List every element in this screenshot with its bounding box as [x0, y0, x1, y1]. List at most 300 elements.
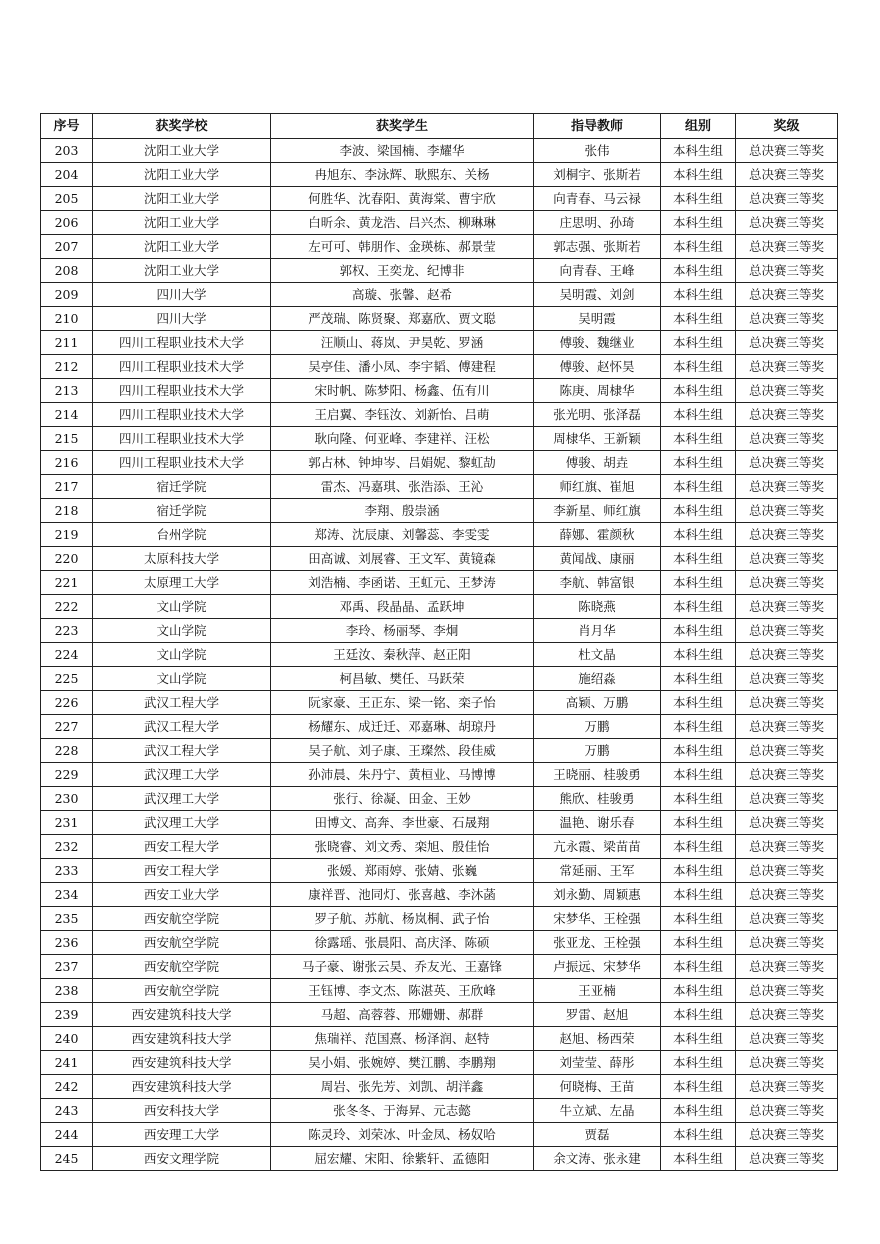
cell-school: 太原科技大学: [93, 547, 271, 571]
cell-teacher: 李新星、师红旗: [534, 499, 661, 523]
cell-award: 总决赛三等奖: [736, 643, 838, 667]
cell-school: 文山学院: [93, 619, 271, 643]
table-row: [41, 931, 838, 955]
cell-school: 四川工程职业技术大学: [93, 403, 271, 427]
cell-number: 239: [41, 1003, 93, 1027]
cell-number: 232: [41, 835, 93, 859]
cell-award: 总决赛三等奖: [736, 259, 838, 283]
cell-teacher: 吴明霞、刘剑: [534, 283, 661, 307]
cell-number: 224: [41, 643, 93, 667]
table-row: [41, 955, 838, 979]
table-row: [41, 523, 838, 547]
cell-school: 西安工业大学: [93, 883, 271, 907]
cell-number: 236: [41, 931, 93, 955]
cell-number: 223: [41, 619, 93, 643]
cell-students: 冉旭东、李泳辉、耿熙东、关杨: [271, 163, 534, 187]
cell-award: 总决赛三等奖: [736, 1123, 838, 1147]
cell-teacher: 张光明、张泽磊: [534, 403, 661, 427]
cell-group: 本科生组: [661, 1027, 736, 1051]
cell-school: 西安科技大学: [93, 1099, 271, 1123]
table-body: [41, 139, 838, 1171]
cell-number: 211: [41, 331, 93, 355]
cell-school: 沈阳工业大学: [93, 139, 271, 163]
cell-students: 雷杰、冯嘉琪、张浩添、王沁: [271, 475, 534, 499]
cell-school: 武汉工程大学: [93, 739, 271, 763]
cell-students: 邓禹、段晶晶、孟跃坤: [271, 595, 534, 619]
cell-school: 西安航空学院: [93, 907, 271, 931]
cell-school: 太原理工大学: [93, 571, 271, 595]
header-number: 序号: [41, 114, 93, 139]
cell-group: 本科生组: [661, 1123, 736, 1147]
cell-award: 总决赛三等奖: [736, 691, 838, 715]
cell-school: 武汉工程大学: [93, 715, 271, 739]
cell-school: 西安建筑科技大学: [93, 1075, 271, 1099]
cell-group: 本科生组: [661, 643, 736, 667]
header-students: 获奖学生: [271, 114, 534, 139]
table-row: [41, 403, 838, 427]
cell-group: 本科生组: [661, 139, 736, 163]
cell-group: 本科生组: [661, 1075, 736, 1099]
cell-school: 文山学院: [93, 595, 271, 619]
cell-teacher: 张亚龙、王栓强: [534, 931, 661, 955]
table-row: [41, 163, 838, 187]
cell-students: 耿向隆、何亚峰、李建祥、汪松: [271, 427, 534, 451]
table-row: [41, 883, 838, 907]
cell-school: 西安航空学院: [93, 931, 271, 955]
cell-teacher: 高颖、万鹏: [534, 691, 661, 715]
cell-teacher: 郭志强、张斯若: [534, 235, 661, 259]
cell-teacher: 吴明霞: [534, 307, 661, 331]
cell-group: 本科生组: [661, 715, 736, 739]
cell-teacher: 庄思明、孙琦: [534, 211, 661, 235]
cell-students: 宋时帆、陈梦阳、杨鑫、伍有川: [271, 379, 534, 403]
cell-school: 沈阳工业大学: [93, 163, 271, 187]
cell-students: 李翔、殷崇涵: [271, 499, 534, 523]
cell-teacher: 黄闻战、康丽: [534, 547, 661, 571]
header-teacher: 指导教师: [534, 114, 661, 139]
cell-school: 文山学院: [93, 643, 271, 667]
cell-teacher: 向青春、王峰: [534, 259, 661, 283]
cell-school: 西安建筑科技大学: [93, 1003, 271, 1027]
cell-school: 西安工程大学: [93, 859, 271, 883]
cell-group: 本科生组: [661, 1051, 736, 1075]
cell-students: 王启翼、李钰汝、刘新怡、吕萌: [271, 403, 534, 427]
cell-students: 王钰博、李文杰、陈湛英、王欣峰: [271, 979, 534, 1003]
cell-number: 222: [41, 595, 93, 619]
cell-teacher: 温艳、谢乐春: [534, 811, 661, 835]
cell-students: 李玲、杨丽琴、李炯: [271, 619, 534, 643]
cell-students: 徐露瑶、张晨阳、高庆泽、陈硕: [271, 931, 534, 955]
cell-group: 本科生组: [661, 691, 736, 715]
table-row: [41, 379, 838, 403]
cell-group: 本科生组: [661, 667, 736, 691]
awards-table: [40, 113, 838, 1171]
table-row: [41, 235, 838, 259]
table-row: [41, 283, 838, 307]
cell-award: 总决赛三等奖: [736, 1051, 838, 1075]
cell-award: 总决赛三等奖: [736, 307, 838, 331]
cell-number: 243: [41, 1099, 93, 1123]
cell-group: 本科生组: [661, 475, 736, 499]
cell-award: 总决赛三等奖: [736, 451, 838, 475]
cell-number: 230: [41, 787, 93, 811]
cell-award: 总决赛三等奖: [736, 763, 838, 787]
cell-school: 四川大学: [93, 283, 271, 307]
cell-school: 沈阳工业大学: [93, 187, 271, 211]
table-row: [41, 355, 838, 379]
table-row: [41, 1003, 838, 1027]
cell-school: 台州学院: [93, 523, 271, 547]
cell-number: 208: [41, 259, 93, 283]
cell-students: 王廷汝、秦秋萍、赵正阳: [271, 643, 534, 667]
cell-group: 本科生组: [661, 235, 736, 259]
cell-students: 郭占林、钟坤岑、吕娟妮、黎虹劼: [271, 451, 534, 475]
cell-group: 本科生组: [661, 955, 736, 979]
cell-teacher: 贾磊: [534, 1123, 661, 1147]
cell-number: 215: [41, 427, 93, 451]
cell-number: 240: [41, 1027, 93, 1051]
cell-students: 张行、徐凝、田金、王妙: [271, 787, 534, 811]
cell-number: 238: [41, 979, 93, 1003]
cell-number: 214: [41, 403, 93, 427]
cell-award: 总决赛三等奖: [736, 907, 838, 931]
cell-group: 本科生组: [661, 883, 736, 907]
cell-students: 马超、高蓉蓉、邢姗姗、郝群: [271, 1003, 534, 1027]
cell-number: 235: [41, 907, 93, 931]
cell-group: 本科生组: [661, 307, 736, 331]
cell-award: 总决赛三等奖: [736, 955, 838, 979]
cell-teacher: 张伟: [534, 139, 661, 163]
table-row: [41, 787, 838, 811]
cell-group: 本科生组: [661, 763, 736, 787]
cell-students: 何胜华、沈春阳、黄海棠、曹宇欣: [271, 187, 534, 211]
table-row: [41, 811, 838, 835]
cell-teacher: 刘莹莹、薛彤: [534, 1051, 661, 1075]
cell-award: 总决赛三等奖: [736, 835, 838, 859]
cell-teacher: 傅骏、胡垚: [534, 451, 661, 475]
header-group: 组别: [661, 114, 736, 139]
table-row: [41, 739, 838, 763]
cell-teacher: 肖月华: [534, 619, 661, 643]
cell-students: 严茂瑞、陈贤聚、郑嘉欣、贾文聪: [271, 307, 534, 331]
cell-students: 刘浩楠、李函诺、王虹元、王梦涛: [271, 571, 534, 595]
cell-teacher: 余文涛、张永建: [534, 1147, 661, 1171]
cell-number: 206: [41, 211, 93, 235]
table-row: [41, 643, 838, 667]
cell-award: 总决赛三等奖: [736, 979, 838, 1003]
cell-number: 225: [41, 667, 93, 691]
cell-number: 209: [41, 283, 93, 307]
cell-students: 陈灵玲、刘荣冰、叶金凤、杨奴哈: [271, 1123, 534, 1147]
cell-teacher: 刘永勤、周颖惠: [534, 883, 661, 907]
cell-group: 本科生组: [661, 1099, 736, 1123]
cell-school: 武汉工程大学: [93, 691, 271, 715]
cell-school: 宿迁学院: [93, 475, 271, 499]
table-row: [41, 1123, 838, 1147]
cell-group: 本科生组: [661, 835, 736, 859]
cell-number: 242: [41, 1075, 93, 1099]
cell-school: 沈阳工业大学: [93, 211, 271, 235]
cell-teacher: 刘桐宇、张斯若: [534, 163, 661, 187]
cell-award: 总决赛三等奖: [736, 499, 838, 523]
cell-award: 总决赛三等奖: [736, 379, 838, 403]
cell-school: 四川工程职业技术大学: [93, 379, 271, 403]
table-row: [41, 835, 838, 859]
cell-number: 218: [41, 499, 93, 523]
cell-award: 总决赛三等奖: [736, 571, 838, 595]
cell-award: 总决赛三等奖: [736, 523, 838, 547]
cell-teacher: 陈晓燕: [534, 595, 661, 619]
cell-number: 216: [41, 451, 93, 475]
cell-teacher: 李航、韩富银: [534, 571, 661, 595]
cell-students: 孙沛晨、朱丹宁、黄桓业、马博博: [271, 763, 534, 787]
cell-school: 四川大学: [93, 307, 271, 331]
cell-students: 田博文、高奔、李世豪、石晟翔: [271, 811, 534, 835]
cell-teacher: 薛娜、霍颜秋: [534, 523, 661, 547]
cell-award: 总决赛三等奖: [736, 211, 838, 235]
table-row: [41, 763, 838, 787]
cell-award: 总决赛三等奖: [736, 811, 838, 835]
table-row: [41, 427, 838, 451]
cell-teacher: 何晓梅、王苗: [534, 1075, 661, 1099]
cell-group: 本科生组: [661, 259, 736, 283]
table-row: [41, 667, 838, 691]
cell-group: 本科生组: [661, 859, 736, 883]
table-row: [41, 1027, 838, 1051]
table-row: [41, 1099, 838, 1123]
table-row: [41, 571, 838, 595]
cell-students: 郭权、王奕龙、纪博非: [271, 259, 534, 283]
cell-school: 西安航空学院: [93, 979, 271, 1003]
cell-number: 228: [41, 739, 93, 763]
cell-students: 杨耀东、成迁迁、邓嘉琳、胡琼丹: [271, 715, 534, 739]
cell-students: 李波、梁国楠、李耀华: [271, 139, 534, 163]
cell-award: 总决赛三等奖: [736, 1027, 838, 1051]
cell-number: 234: [41, 883, 93, 907]
cell-teacher: 陈庚、周棣华: [534, 379, 661, 403]
cell-school: 四川工程职业技术大学: [93, 427, 271, 451]
table-row: [41, 211, 838, 235]
table-row: [41, 715, 838, 739]
cell-school: 四川工程职业技术大学: [93, 451, 271, 475]
cell-award: 总决赛三等奖: [736, 739, 838, 763]
cell-group: 本科生组: [661, 619, 736, 643]
cell-group: 本科生组: [661, 211, 736, 235]
table-row: [41, 331, 838, 355]
cell-group: 本科生组: [661, 499, 736, 523]
cell-students: 罗子航、苏航、杨岚桐、武子怡: [271, 907, 534, 931]
cell-teacher: 施绍淼: [534, 667, 661, 691]
cell-award: 总决赛三等奖: [736, 331, 838, 355]
cell-teacher: 傅骏、赵怀昊: [534, 355, 661, 379]
cell-award: 总决赛三等奖: [736, 715, 838, 739]
table-row: [41, 907, 838, 931]
header-row: [41, 114, 838, 139]
table-row: [41, 1075, 838, 1099]
cell-school: 西安理工大学: [93, 1123, 271, 1147]
cell-students: 吴亭佳、潘小凤、李宇韬、傅建程: [271, 355, 534, 379]
cell-award: 总决赛三等奖: [736, 931, 838, 955]
cell-school: 西安工程大学: [93, 835, 271, 859]
cell-teacher: 万鹏: [534, 739, 661, 763]
cell-award: 总决赛三等奖: [736, 355, 838, 379]
table-row: [41, 139, 838, 163]
cell-number: 229: [41, 763, 93, 787]
cell-students: 田高诚、刘展睿、王文军、黄镜森: [271, 547, 534, 571]
cell-number: 227: [41, 715, 93, 739]
cell-group: 本科生组: [661, 787, 736, 811]
cell-number: 205: [41, 187, 93, 211]
cell-school: 西安航空学院: [93, 955, 271, 979]
cell-number: 213: [41, 379, 93, 403]
table-row: [41, 259, 838, 283]
cell-group: 本科生组: [661, 187, 736, 211]
cell-number: 233: [41, 859, 93, 883]
cell-award: 总决赛三等奖: [736, 547, 838, 571]
cell-group: 本科生组: [661, 931, 736, 955]
cell-number: 207: [41, 235, 93, 259]
table-row: [41, 475, 838, 499]
table-row: [41, 499, 838, 523]
table-row: [41, 619, 838, 643]
cell-teacher: 卢振远、宋梦华: [534, 955, 661, 979]
cell-group: 本科生组: [661, 283, 736, 307]
cell-teacher: 傅骏、魏继业: [534, 331, 661, 355]
cell-teacher: 常延丽、王军: [534, 859, 661, 883]
cell-school: 武汉理工大学: [93, 811, 271, 835]
cell-teacher: 向青春、马云禄: [534, 187, 661, 211]
cell-group: 本科生组: [661, 379, 736, 403]
cell-award: 总决赛三等奖: [736, 475, 838, 499]
cell-number: 244: [41, 1123, 93, 1147]
cell-teacher: 万鹏: [534, 715, 661, 739]
cell-school: 武汉理工大学: [93, 763, 271, 787]
cell-number: 237: [41, 955, 93, 979]
table-row: [41, 595, 838, 619]
cell-award: 总决赛三等奖: [736, 187, 838, 211]
cell-students: 马子豪、谢张云昊、乔友光、王嘉锋: [271, 955, 534, 979]
cell-group: 本科生组: [661, 571, 736, 595]
cell-number: 210: [41, 307, 93, 331]
cell-group: 本科生组: [661, 547, 736, 571]
cell-teacher: 王亚楠: [534, 979, 661, 1003]
cell-group: 本科生组: [661, 739, 736, 763]
table-row: [41, 1051, 838, 1075]
cell-school: 西安文理学院: [93, 1147, 271, 1171]
cell-school: 文山学院: [93, 667, 271, 691]
cell-number: 245: [41, 1147, 93, 1171]
cell-students: 张晓睿、刘文秀、栾旭、殷佳怡: [271, 835, 534, 859]
cell-school: 四川工程职业技术大学: [93, 355, 271, 379]
cell-school: 宿迁学院: [93, 499, 271, 523]
cell-students: 郑涛、沈辰康、刘馨蕊、李雯雯: [271, 523, 534, 547]
cell-school: 西安建筑科技大学: [93, 1027, 271, 1051]
cell-number: 204: [41, 163, 93, 187]
cell-students: 周岩、张先芳、刘凯、胡洋鑫: [271, 1075, 534, 1099]
cell-group: 本科生组: [661, 163, 736, 187]
cell-award: 总决赛三等奖: [736, 403, 838, 427]
cell-group: 本科生组: [661, 355, 736, 379]
cell-school: 四川工程职业技术大学: [93, 331, 271, 355]
cell-group: 本科生组: [661, 331, 736, 355]
cell-award: 总决赛三等奖: [736, 595, 838, 619]
cell-group: 本科生组: [661, 595, 736, 619]
cell-number: 217: [41, 475, 93, 499]
cell-group: 本科生组: [661, 907, 736, 931]
cell-number: 226: [41, 691, 93, 715]
cell-teacher: 周棣华、王新颖: [534, 427, 661, 451]
cell-group: 本科生组: [661, 427, 736, 451]
cell-school: 沈阳工业大学: [93, 235, 271, 259]
table-row: [41, 1147, 838, 1171]
cell-group: 本科生组: [661, 1003, 736, 1027]
cell-group: 本科生组: [661, 979, 736, 1003]
table-row: [41, 187, 838, 211]
cell-award: 总决赛三等奖: [736, 1003, 838, 1027]
cell-number: 220: [41, 547, 93, 571]
cell-students: 康祥晋、池同灯、张喜越、李沐菡: [271, 883, 534, 907]
cell-award: 总决赛三等奖: [736, 883, 838, 907]
cell-teacher: 亢永霞、梁苗苗: [534, 835, 661, 859]
cell-award: 总决赛三等奖: [736, 1099, 838, 1123]
table-row: [41, 691, 838, 715]
cell-teacher: 熊欣、桂骏勇: [534, 787, 661, 811]
cell-teacher: 师红旗、崔旭: [534, 475, 661, 499]
cell-award: 总决赛三等奖: [736, 427, 838, 451]
cell-students: 左可可、韩朋作、金瑛栋、郝景莹: [271, 235, 534, 259]
cell-group: 本科生组: [661, 811, 736, 835]
cell-award: 总决赛三等奖: [736, 859, 838, 883]
header-award: 奖级: [736, 114, 838, 139]
cell-school: 沈阳工业大学: [93, 259, 271, 283]
cell-students: 柯昌敏、樊任、马跃荣: [271, 667, 534, 691]
cell-teacher: 王晓丽、桂骏勇: [534, 763, 661, 787]
table-row: [41, 451, 838, 475]
cell-students: 吴子航、刘子康、王璨然、段佳威: [271, 739, 534, 763]
cell-award: 总决赛三等奖: [736, 283, 838, 307]
cell-number: 231: [41, 811, 93, 835]
cell-teacher: 宋梦华、王栓强: [534, 907, 661, 931]
cell-number: 221: [41, 571, 93, 595]
cell-group: 本科生组: [661, 403, 736, 427]
cell-award: 总决赛三等奖: [736, 619, 838, 643]
header-school: 获奖学校: [93, 114, 271, 139]
cell-students: 高璇、张馨、赵希: [271, 283, 534, 307]
cell-number: 212: [41, 355, 93, 379]
cell-students: 张媛、郑雨婷、张婧、张巍: [271, 859, 534, 883]
table-row: [41, 547, 838, 571]
cell-students: 焦瑞祥、范国熹、杨泽润、赵特: [271, 1027, 534, 1051]
table-row: [41, 307, 838, 331]
cell-award: 总决赛三等奖: [736, 667, 838, 691]
cell-group: 本科生组: [661, 1147, 736, 1171]
cell-number: 241: [41, 1051, 93, 1075]
cell-school: 西安建筑科技大学: [93, 1051, 271, 1075]
cell-award: 总决赛三等奖: [736, 139, 838, 163]
cell-teacher: 赵旭、杨西荣: [534, 1027, 661, 1051]
cell-group: 本科生组: [661, 523, 736, 547]
cell-number: 219: [41, 523, 93, 547]
cell-award: 总决赛三等奖: [736, 787, 838, 811]
cell-number: 203: [41, 139, 93, 163]
cell-teacher: 罗雷、赵旭: [534, 1003, 661, 1027]
cell-award: 总决赛三等奖: [736, 163, 838, 187]
cell-students: 吴小娟、张婉婷、樊江鹏、李鹏翔: [271, 1051, 534, 1075]
cell-award: 总决赛三等奖: [736, 1075, 838, 1099]
cell-teacher: 杜文晶: [534, 643, 661, 667]
cell-group: 本科生组: [661, 451, 736, 475]
cell-students: 屈宏耀、宋阳、徐紫轩、孟德阳: [271, 1147, 534, 1171]
